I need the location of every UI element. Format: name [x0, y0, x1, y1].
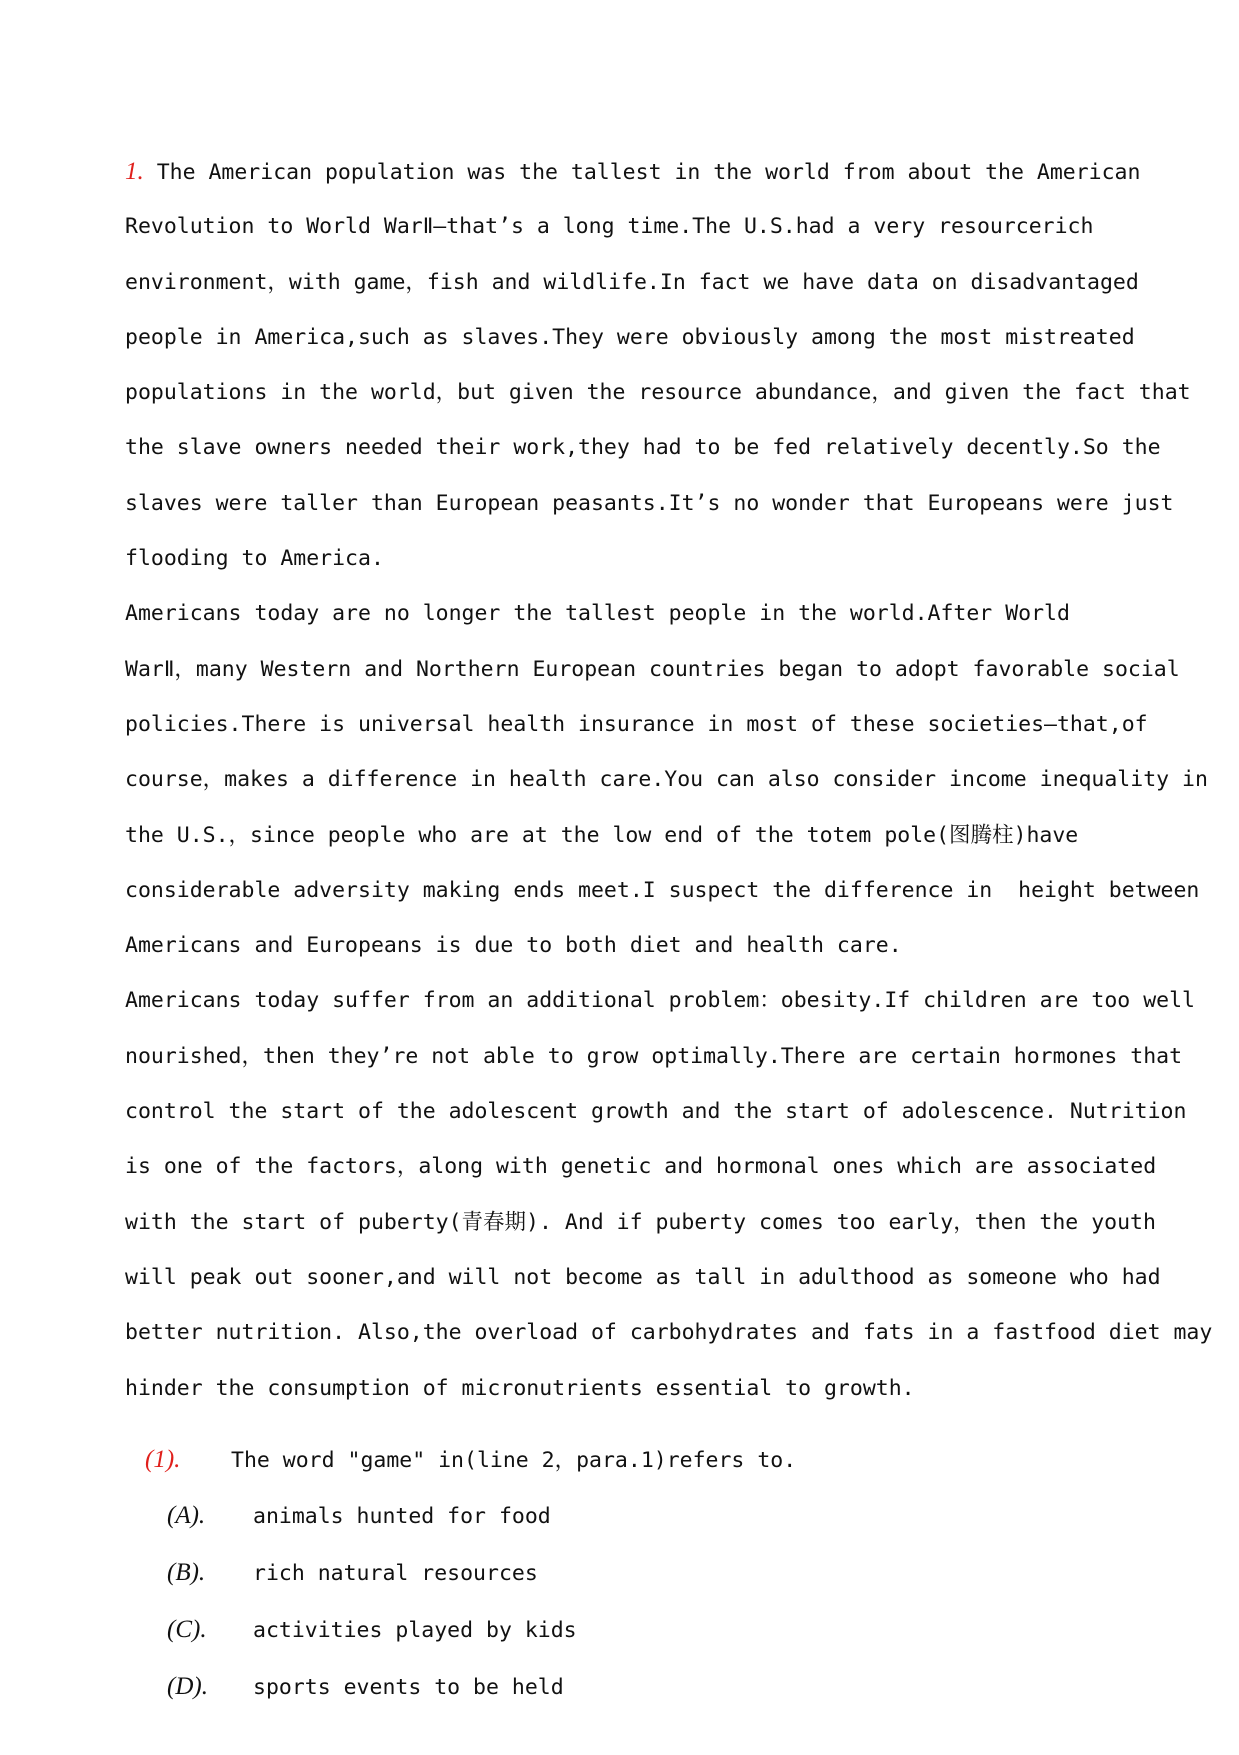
option-text: activities played by kids	[253, 1618, 577, 1643]
passage-line: environment，with game，fish and wildlife.In fact we have data on disadvantaged	[125, 269, 1139, 295]
option-letter: (C).	[167, 1616, 207, 1643]
passage-line: policies.There is universal health insurance in most of these societies—that,of	[125, 711, 1148, 737]
question-stem	[145, 1440, 1185, 1496]
question-1	[145, 1440, 1185, 1724]
option-letter: (D).	[167, 1673, 208, 1700]
passage-line: Americans today are no longer the tallest people in the world.After World	[125, 601, 1070, 627]
reading-passage	[125, 150, 1213, 1422]
passage-line: flooding to America.	[125, 546, 384, 572]
question-number: (1).	[145, 1446, 181, 1473]
passage-line: people in America,such as slaves.They were obviously among the most mistreated	[125, 324, 1135, 350]
passage-line: the U.S.，since people who are at the low end of the totem pole(图腾柱)have	[125, 822, 1079, 848]
passage-line	[125, 150, 1185, 205]
passage-line: the slave owners needed their work,they had to be fed relatively decently.So the	[125, 435, 1161, 461]
option-text: sports events to be held	[253, 1675, 564, 1700]
passage-line: WarⅡ，many Western and Northern European countries began to adopt favorable social	[125, 656, 1180, 682]
passage-line: with the start of puberty(青春期). And if puberty comes too early，then the youth	[125, 1209, 1156, 1235]
passage-line: hinder the consumption of micronutrients essential to growth.	[125, 1375, 915, 1401]
passage-line-text: The American population was the tallest in the world from about the American	[143, 160, 1141, 185]
option-c[interactable]	[145, 1610, 1185, 1667]
option-letter: (A).	[167, 1502, 206, 1529]
option-d[interactable]	[145, 1667, 1185, 1724]
question-stem-text: The word "game" in(line 2，para.1)refers to.	[231, 1448, 797, 1473]
option-b[interactable]	[145, 1553, 1185, 1610]
passage-line: better nutrition. Also,the overload of carbohydrates and fats in a fastfood diet may	[125, 1320, 1213, 1346]
option-a[interactable]	[145, 1496, 1185, 1553]
passage-line: will peak out sooner,and will not become as tall in adulthood as someone who had	[125, 1264, 1161, 1290]
passage-line: control the start of the adolescent growth and the start of adolescence. Nutrition	[125, 1099, 1187, 1125]
passage-line: Americans and Europeans is due to both diet and health care.	[125, 933, 902, 959]
passage-line: Americans today suffer from an additional problem：obesity.If children are too well	[125, 988, 1195, 1014]
passage-line: slaves were taller than European peasants.It’s no wonder that Europeans were just	[125, 490, 1174, 516]
passage-line: nourished，then they’re not able to grow optimally.There are certain hormones that	[125, 1043, 1183, 1069]
passage-line: considerable adversity making ends meet.I suspect the difference in height between	[125, 877, 1200, 903]
passage-line: is one of the factors，along with genetic and hormonal ones which are associated	[125, 1154, 1157, 1180]
question-group-number: 1.	[125, 158, 144, 185]
passage-line: course，makes a difference in health care.You can also consider income inequality in	[125, 767, 1208, 793]
option-text: animals hunted for food	[253, 1504, 551, 1529]
option-letter: (B).	[167, 1559, 206, 1586]
passage-line: populations in the world，but given the resource abundance，and given the fact that	[125, 380, 1191, 406]
option-text: rich natural resources	[253, 1561, 538, 1586]
passage-line: Revolution to World WarⅡ—that’s a long time.The U.S.had a very resourcerich	[125, 214, 1094, 240]
